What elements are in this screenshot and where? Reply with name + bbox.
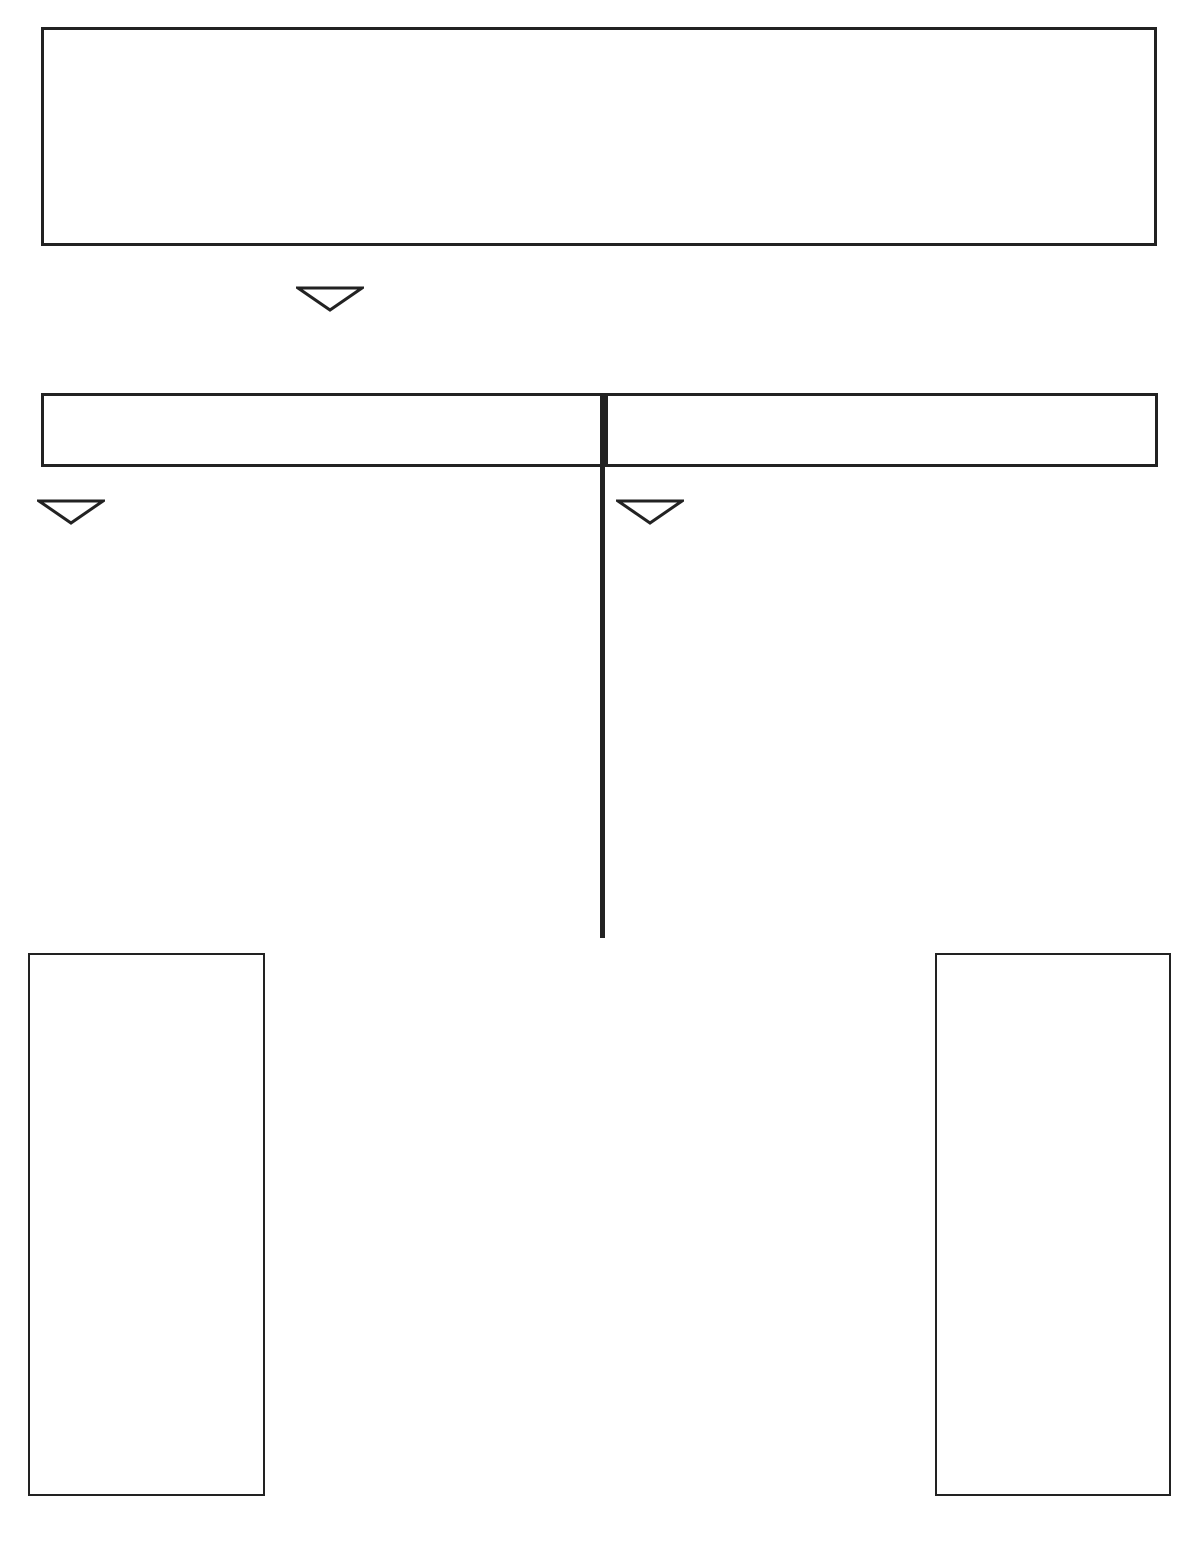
tonic-arrow-icon (616, 499, 684, 525)
flat-scales-header (41, 393, 603, 467)
circle-of-fifths (300, 925, 900, 1525)
order-of-sharps-box (935, 953, 1171, 1496)
header-box (41, 27, 1157, 246)
tonic-arrow-icon (37, 499, 105, 525)
order-of-flats-box (28, 953, 265, 1496)
tonic-arrow-icon (296, 286, 364, 312)
sharp-scales-header (605, 393, 1158, 467)
center-divider (600, 393, 605, 938)
